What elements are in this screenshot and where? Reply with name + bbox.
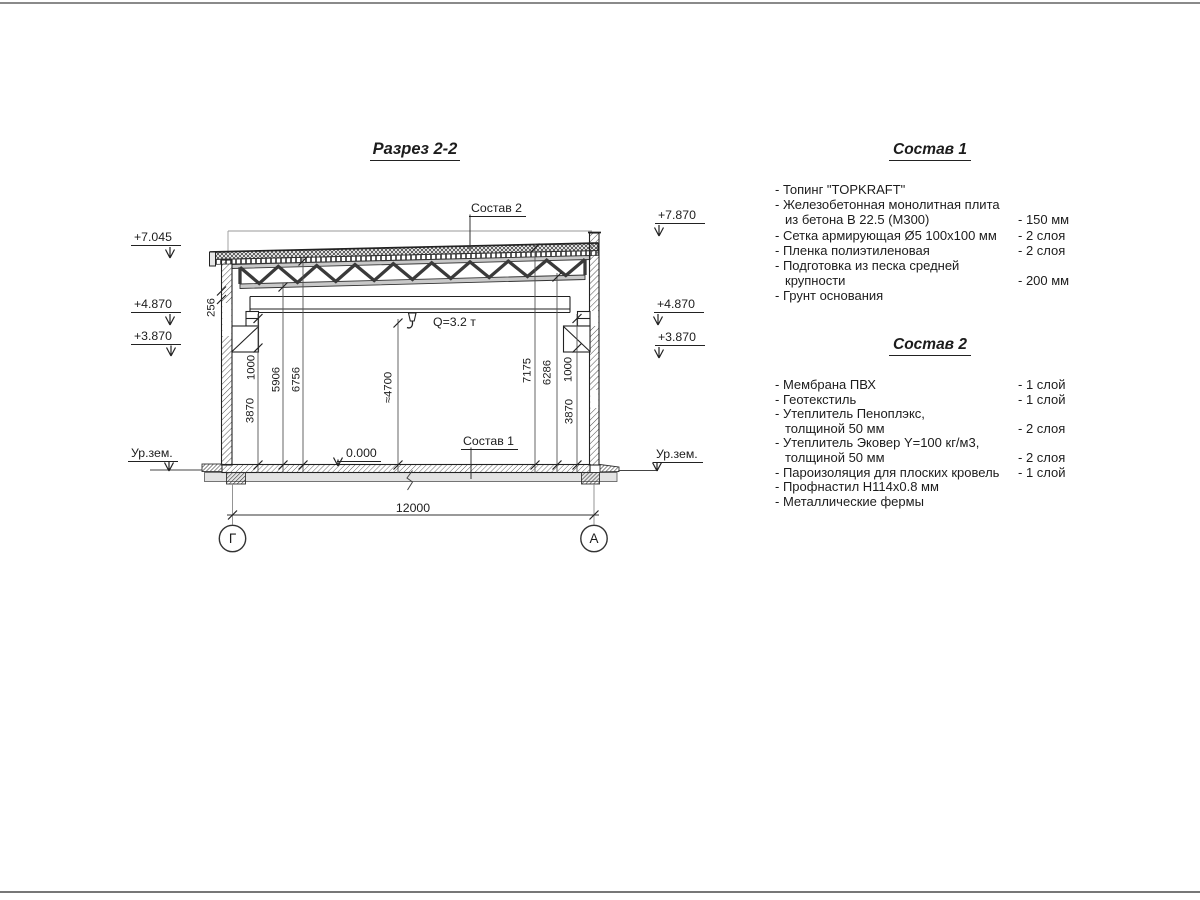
list-item: толщиной 50 мм - 2 слоя <box>785 420 1066 436</box>
list-item: - Пароизоляция для плоских кровель - 1 слой <box>775 464 1066 480</box>
list-item: - Профнастил Н114х0.8 мм <box>775 479 939 495</box>
list-item: - Утеплитель Пеноплэкс, <box>775 406 925 422</box>
list-item: - Подготовка из песка средней <box>775 257 960 273</box>
sostav2-list <box>775 378 1085 509</box>
dim-3870-right: 3870 <box>563 398 576 425</box>
dim-6286: 6286 <box>541 359 554 386</box>
dim-6756: 6756 <box>290 366 303 393</box>
zero-level-label: 0.000 <box>337 446 381 462</box>
axis-letter-a: А <box>589 531 599 546</box>
list-item: - Железобетонная монолитная плита <box>775 197 1000 213</box>
list-item: из бетона В 22.5 (М300) - 150 мм <box>785 212 1070 228</box>
list-item: - Пленка полиэтиленовая - 2 слоя <box>775 242 1066 258</box>
elevation-left-4870: +4.870 <box>131 297 181 313</box>
left-column <box>222 260 233 465</box>
list-item: - Мембрана ПВХ - 1 слой <box>775 377 1066 392</box>
list-item: - Грунт основания <box>775 288 884 304</box>
list-item: - Геотекстиль - 1 слой <box>775 391 1066 407</box>
floor-slab <box>202 464 619 490</box>
dim-3870-left: 3870 <box>244 397 257 424</box>
elevation-right-3870: +3.870 <box>655 330 705 346</box>
elevation-right-4870: +4.870 <box>654 297 704 313</box>
elevation-left-3870: +3.870 <box>131 329 181 345</box>
sostav1-heading: Состав 1 <box>775 141 1085 159</box>
sostav2-heading: Состав 2 <box>775 336 1085 354</box>
callout-sostav1: Состав 1 <box>461 434 518 450</box>
span-dimension: 12000 <box>395 501 431 515</box>
crane-hook-icon <box>407 313 416 328</box>
crane-beam <box>250 297 570 313</box>
dim-4700: ≈4700 <box>382 371 395 404</box>
section-title: Разрез 2-2 <box>340 140 490 159</box>
axis-grid <box>219 484 607 552</box>
callout-sostav2: Состав 2 <box>469 201 526 217</box>
list-item: крупности - 200 мм <box>785 273 1070 289</box>
dim-1000-right: 1000 <box>562 356 575 383</box>
list-item: толщиной 50 мм - 2 слоя <box>785 449 1066 465</box>
list-item: - Утеплитель Эковер Y=100 кг/м3, <box>775 435 980 451</box>
axis-letter-g: Г <box>228 531 237 546</box>
crane-capacity-label: Q=3.2 т <box>433 315 476 329</box>
elevation-left-7045: +7.045 <box>131 230 181 246</box>
list-item: - Топинг "TOPKRAFT" <box>775 182 906 197</box>
sostav1-list <box>775 182 1085 304</box>
dim-1000-left: 1000 <box>245 354 258 381</box>
ground-level-label-left: Ур.зем. <box>128 446 178 462</box>
dim-7175: 7175 <box>521 357 534 384</box>
ground-level-label-right: Ур.зем. <box>653 447 703 463</box>
list-item: - Сетка армирующая Ø5 100х100 мм - 2 слоя <box>775 227 1066 243</box>
dim-5906: 5906 <box>270 366 283 393</box>
elevation-right-7870: +7.870 <box>655 208 705 224</box>
dim-256: 256 <box>205 298 218 317</box>
list-item: - Металлические фермы <box>775 493 924 509</box>
